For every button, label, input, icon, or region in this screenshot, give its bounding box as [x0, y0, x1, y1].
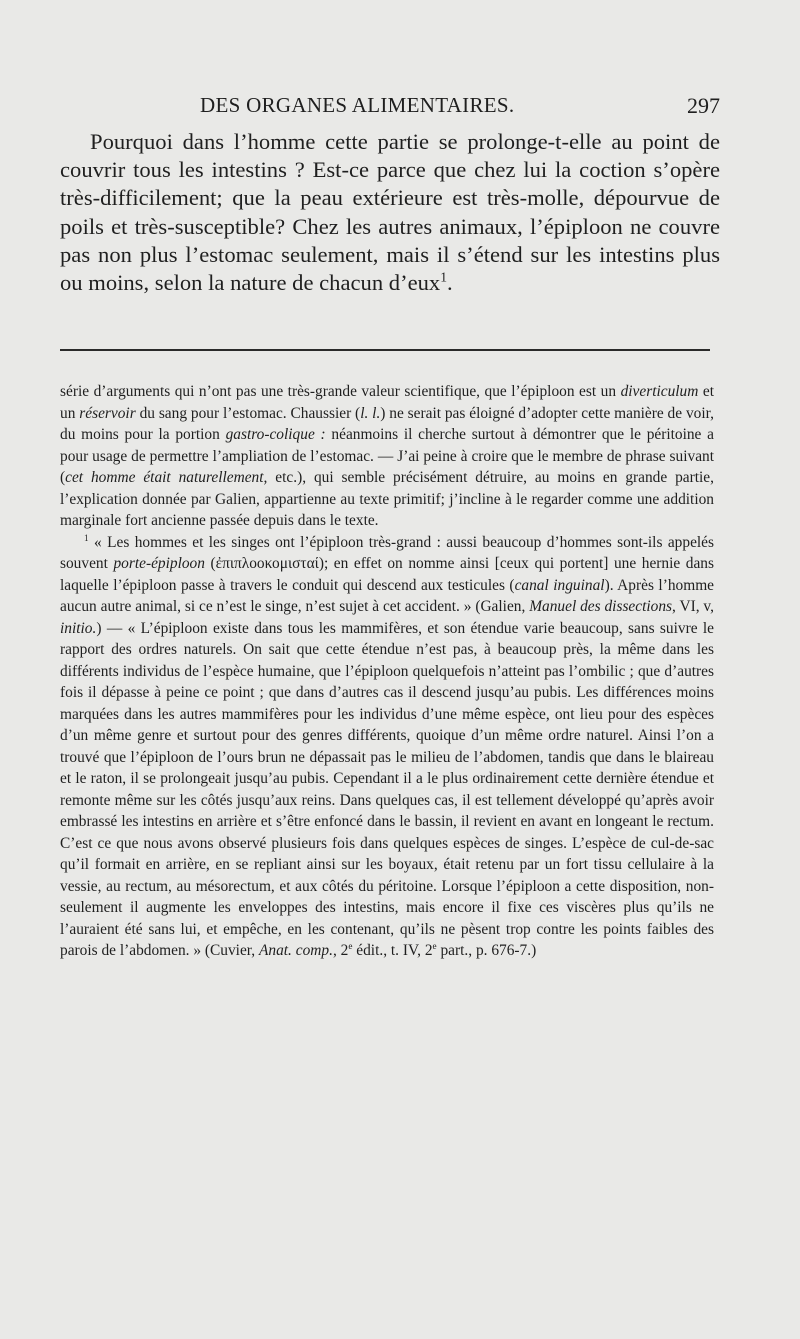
- note-text: ) — « L’épiploon existe dans tous les mammifères, et son étendue varie beaucoup, sans suivre le rapport des ordres naturels. On sait que cette étendue n’est pas, à beaucoup près, la même dans les différents individus de l’espèce humaine, que l’épiploon quelquefois n’atteint pas l’ombilic ; que d’autres fois il dépasse à peine ce point ; que dans d’autres cas il descend jusqu’au pubis. Les différences moins marquées dans les autres mammifères pour les individus d’une même espèce, ont lieu pour des espèces d’un même genre et surtout pour des genres différents, quoique d’un même ordre naturel. Ainsi l’on a trouvé que l’épiploon de l’ours brun ne dépassait pas le milieu de l’abdomen, tandis que dans le blaireau et le raton, il se prolongeait jusqu’au pubis. Cependant il a le plus ordinairement cette dernière étendue et remonte même sur les côtés jusqu’aux reins. Dans quelques cas, il est tellement développé qu’après avoir embrassé les intestins en arrière et s’être enfoncé dans le bassin, il revient en avant en longeant le rectum. C’est ce que nous avons observé plusieurs fois dans quelques espèces de singes. L’espèce de cul-de-sac qu’il formait en arrière, en se repliant ainsi sur les boyaux, était retenu par un fort tissu cellulaire à la vessie, au rectum, au mésorectum, et aux côtés du péritoine. Lorsque l’épiploon a cette disposition, non-seulement il augmente les enveloppes des intestins, mais encore il fixe ces viscères plus qu’ils ne l’auraient été sans lui, et empêche, en les contenant, qu’ils ne pèsent trop contre les points faibles des parois de l’abdomen. » (Cuvier,: [60, 619, 714, 959]
- note-text: etc.), qui semble précisément détruire, au moins en grande partie, l’explication donnée par Galien, appartienne au texte primitif; j’incline à le regarder comme une addition marginale fort ancienne passée depuis dans le texte.: [60, 469, 714, 529]
- superscript: e: [348, 940, 353, 951]
- footnotes: [60, 381, 714, 962]
- note-italic: canal inguinal: [514, 576, 605, 594]
- footnote-continuation: [60, 381, 714, 532]
- note-italic: gastro-colique :: [225, 426, 326, 443]
- page-header: [60, 93, 720, 121]
- note-italic: réservoir: [79, 404, 136, 422]
- page-number: 297: [687, 93, 720, 118]
- note-text: , VI, v,: [672, 598, 714, 615]
- note-text: , 2: [332, 942, 349, 959]
- note-text: et un: [60, 383, 714, 422]
- note-text: « Les hommes et les singes ont l’épiploon très-grand : aussi beaucoup d’hommes sont-ils appelés souvent: [60, 533, 714, 572]
- note-italic: cet homme était naturellement,: [65, 469, 268, 486]
- main-text: [60, 128, 720, 297]
- note-text: (ἐπιπλοοκομισταί); en effet on nomme ainsi [ceux qui portent] une hernie dans laquelle l’épiploon passe à travers le conduit qui descend aux testicules (: [60, 555, 714, 594]
- main-paragraph-text: Pourquoi dans l’homme cette partie se prolonge-t-elle au point de couvrir tous les intestins ? Est-ce parce que chez lui la coction s’opère très-difficilement; que la peau extérieure est très-molle, dépourvue de poils et très-susceptible? Chez les autres animaux, l’épiploon ne couvre pas non plus l’estomac seulement, mais il s’étend sur les intestins plus ou moins, selon la nature de chacun d’eux: [60, 129, 720, 296]
- superscript: e: [432, 940, 437, 951]
- note-italic: initio.: [60, 619, 97, 637]
- note-text: part., p. 676-7.): [436, 942, 537, 959]
- note-italic: Manuel des dissections: [529, 598, 673, 615]
- running-title: DES ORGANES ALIMENTAIRES.: [200, 93, 515, 117]
- footnote-separator: [60, 349, 710, 351]
- note-text: du sang pour l’estomac. Chaussier (: [135, 404, 361, 422]
- note-text: édit., t. IV, 2: [352, 942, 433, 959]
- note-italic: Anat. comp.: [258, 942, 333, 959]
- note-text: ). Après l’homme aucun autre animal, si ce n’est le singe, n’est sujet à cet accident. » (Galien,: [60, 576, 714, 615]
- note-italic: l. l.: [360, 404, 381, 422]
- main-paragraph-end: .: [447, 270, 453, 296]
- note-italic: porte-épiploon: [113, 555, 205, 572]
- footnote-reference: 1: [440, 269, 447, 285]
- note-text: néanmoins il cherche surtout à démontrer que le péritoine a pour usage de permettre l’ampliation de l’estomac. — J’ai peine à croire que le membre de phrase suivant (: [60, 426, 714, 486]
- footnote-marker: 1: [84, 532, 89, 543]
- note-text: série d’arguments qui n’ont pas une très-grande valeur scientifique, que l’épiploon est un: [60, 383, 621, 400]
- main-paragraph: [60, 128, 720, 297]
- footnote-1: [60, 532, 714, 962]
- note-text: ) ne serait pas éloigné d’adopter cette manière de voir, du moins pour la portion: [60, 404, 714, 443]
- note-italic: diverticulum: [620, 383, 699, 400]
